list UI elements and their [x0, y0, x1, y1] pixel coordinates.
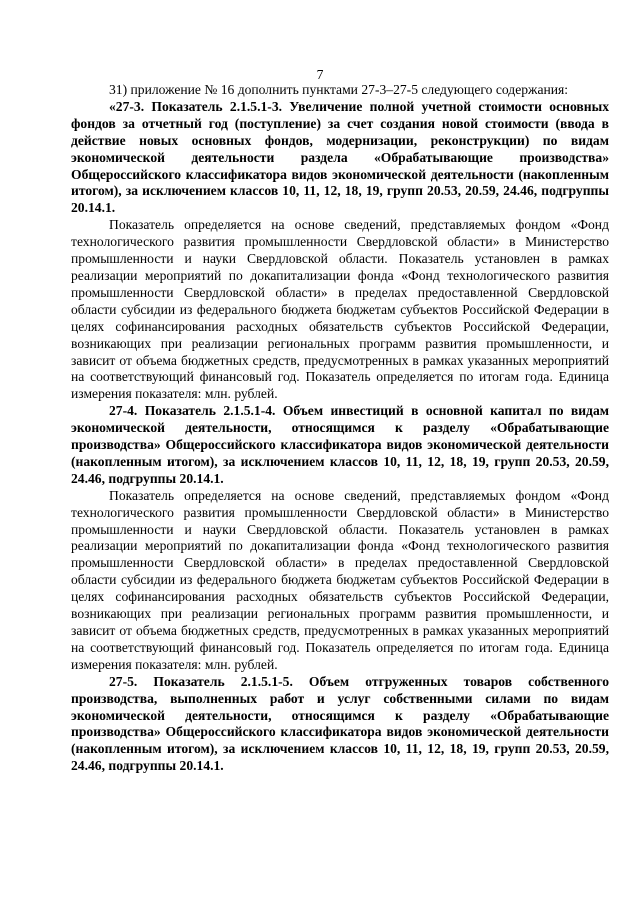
document-body [71, 82, 609, 775]
intro-paragraph: 31) приложение № 16 дополнить пунктами 27-3–27-5 следующего содержания: [109, 82, 569, 97]
item-27-5-heading: 27-5. Показатель 2.1.5.1-5. Объем отгруженных товаров собственного производства, выполненных работ и услуг собственными силами по видам экономической деятельности, относящимся к разделу «Обрабатывающие производства» Общероссийского классификатора видов экономической деятельности (накопленным итогом), за исключением классов 10, 11, 12, 18, 19, групп 20.53, 20.59, 24.46, подгруппы 20.14.1. [71, 673, 609, 774]
item-27-3-heading: «27-3. Показатель 2.1.5.1-3. Увеличение полной учетной стоимости основных фондов за отчетный год (поступление) за счет создания новой стоимости (ввода в действие новых основных фондов, модернизации, реконструкции) по видам экономической деятельности раздела «Обрабатывающие производства» Общероссийского классификатора видов экономической деятельности (накопленным итогом), за исключением классов 10, 11, 12, 18, 19, групп 20.53, 20.59, 24.46, подгруппы 20.14.1. [71, 98, 609, 216]
item-27-4-text: Показатель определяется на основе сведений, представляемых фондом «Фонд технологического развития промышленности Свердловской области» в Министерство промышленности и науки Свердловской области. Показатель установлен в рамках реализации мероприятий по докапитализации фонда «Фонд технологического развития промышленности Свердловской области» в пределах предоставленной Свердловской области субсидии из федерального бюджета бюджетам субъектов Российской Федерации в целях софинансирования расходных обязательств субъектов Российской Федерации, возникающих при реализации региональных программ развития промышленности, и зависит от объема бюджетных средств, предусмотренных в рамках указанных мероприятий на соответствующий финансовый год. Показатель определяется по итогам года. Единица измерения показателя: млн. рублей. [71, 487, 609, 672]
page-number: 7 [316, 67, 324, 82]
item-27-3-text: Показатель определяется на основе сведений, представляемых фондом «Фонд технологического развития промышленности Свердловской области» в Министерство промышленности и науки Свердловской области. Показатель установлен в рамках реализации мероприятий по докапитализации фонда «Фонд технологического развития промышленности Свердловской области» в пределах предоставленной Свердловской области субсидии из федерального бюджета бюджетам субъектов Российской Федерации в целях софинансирования расходных обязательств субъектов Российской Федерации, возникающих при реализации региональных программ развития промышленности, и зависит от объема бюджетных средств, предусмотренных в рамках указанных мероприятий на соответствующий финансовый год. Показатель определяется по итогам года. Единица измерения показателя: млн. рублей. [71, 217, 609, 402]
item-27-4-heading: 27-4. Показатель 2.1.5.1-4. Объем инвестиций в основной капитал по видам экономической деятельности, относящимся к разделу «Обрабатывающие производства» Общероссийского классификатора видов экономической деятельности (накопленным итогом), за исключением классов 10, 11, 12, 18, 19, групп 20.53, 20.59, 24.46, подгруппы 20.14.1. [71, 403, 609, 486]
